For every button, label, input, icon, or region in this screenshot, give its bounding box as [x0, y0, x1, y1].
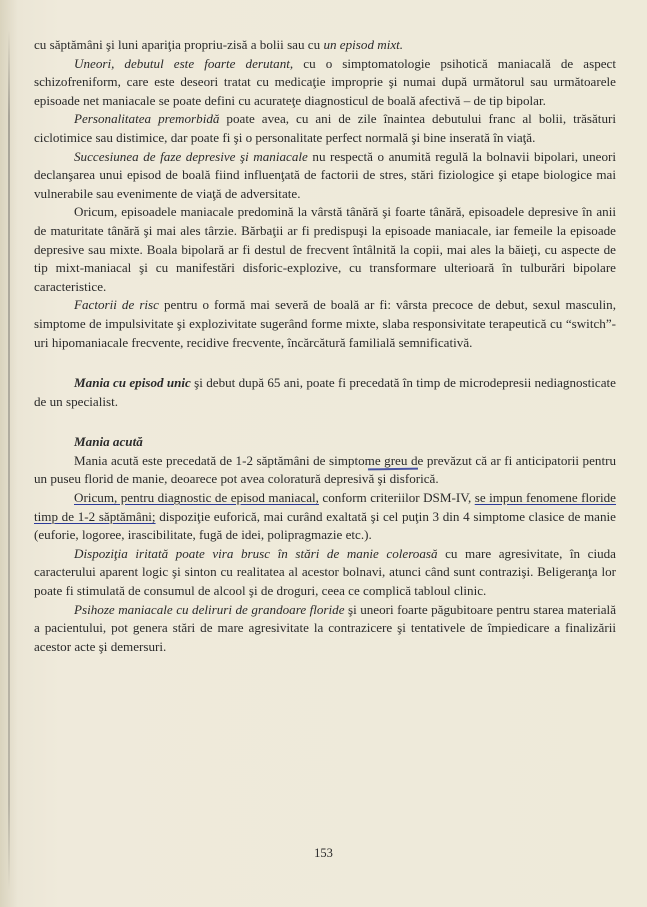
p9-text-1: conform criteriilor DSM-IV, — [318, 490, 475, 506]
binding-shadow — [8, 30, 10, 890]
paragraph-3 — [34, 110, 616, 147]
section-heading: Mania acută — [74, 434, 143, 450]
p1-italic: un episod mixt. — [323, 37, 404, 52]
p11-text: şi uneori foarte păgubitoare pentru starea materială a pacientului, pot genera stări de mare agresivitate la contrazicere şi tentativele de împiedicare a finalizării acestor acte şi demersuri. — [34, 601, 617, 654]
paragraph-10 — [34, 545, 616, 601]
p2-text: cu o simptomatologie psihotică maniacală de aspect schizofreniform, care este deseori tratat cu medicaţie improprie şi numai după următorul sau următoarele episoade net maniacale se poate defini cu acurateţe diagnosticul de boală afectivă – de tip bipolar. — [34, 55, 617, 108]
p7-bold: Mania cu episod unic — [74, 375, 191, 391]
p10-italic: Dispoziţia iritată poate vira brusc în stări de manie coleroasă — [74, 545, 438, 561]
p9-text-2: dispoziţie euforică, mai curând exaltată şi cel puţin 3 din 4 simptome clasice de manie (euforie, logoree, irascibilitate, fugă de idei, polipragmazie etc.). — [34, 508, 616, 543]
p10-text: cu mare agresivitate, în ciuda caracterului aparent logic şi sinton cu realitatea al acestor bolnavi, atunci când sunt contrazişi. Beligeranţa lor poate fi stimulată de consumul de alcool şi de droguri, ceea ce complică tabloul clinic. — [34, 545, 616, 599]
spacer — [34, 411, 616, 433]
paragraph-2 — [34, 55, 616, 111]
p2-italic: Uneori, debutul este foarte derutant, — [74, 55, 294, 71]
spacer — [34, 352, 616, 374]
paragraph-6 — [34, 296, 616, 352]
p9-underlined-1: Oricum, pentru diagnostic de episod maniacal, — [74, 490, 319, 506]
p6-text: pentru o formă mai severă de boală ar fi: vârsta precoce de debut, sexul masculin, simptome de impulsivitate şi explozivitate sugerând forme mixte, slaba responsivitate terapeutică cu “switch”-uri hipomaniacale frecvente, recidive frecvente, încărcătură familială semnificativă. — [34, 297, 617, 350]
page-number: 153 — [314, 846, 333, 860]
p9-underlined-2: se impun fenomene floride timp de 1-2 săptămâni; — [34, 490, 616, 524]
paragraph-4 — [34, 148, 616, 204]
paragraph-7 — [34, 374, 616, 411]
p6-italic: Factorii de risc — [74, 297, 159, 313]
p4-text: nu respectă o anumită regulă la bolnavii bipolari, uneori declanşarea unui episod de boală fiind influenţată de factorii de stres, stări fiziologice şi etape biologice mai vulnerabile sau evenimente de viaţă de adversitate. — [34, 148, 616, 201]
p3-italic: Personalitatea premorbidă — [74, 111, 220, 127]
paragraph-11 — [34, 601, 616, 657]
p7-text: şi debut după 65 ani, poate fi precedată în timp de microdepresii nediagnosticate de un specialist. — [34, 375, 616, 409]
body-text — [34, 36, 616, 656]
paragraph-5: Oricum, episoadele maniacale predomină la vârstă tânără şi foarte tânără, episoadele depresive în anii de maturitate tânără şi mai ales târzie. Bărbaţii ar fi predispuşi la episoade maniacale, iar femeile la episoade depresive sau mixte. Boala bipolară ar fi destul de frecvent întâlnită la copii, mai ales la băieţi, cu aspecte de tip mixt-maniacal şi cu manifestări disforic-explozive, cu transformare ulterioară în tulburări bipolare caracteristice. — [34, 204, 616, 294]
p11-italic: Psihoze maniacale cu deliruri de grandoare floride — [74, 601, 345, 617]
p1-text: cu săptămâni şi luni apariţia propriu-zisă a bolii sau cu — [34, 37, 324, 52]
p4-italic: Succesiunea de faze depresive şi maniacale — [74, 148, 308, 164]
paragraph-1 — [34, 36, 616, 55]
paragraph-9 — [34, 489, 616, 545]
p3-text: poate avea, cu ani de zile înaintea debutului franc al bolii, trăsături ciclotimice sau distimice, dar poate fi şi o personalitate perfect normală şi bine inserată în viaţă. — [34, 111, 616, 145]
paragraph-8: Mania acută este precedată de 1-2 săptămâni de simptome greu de prevăzut că ar fi anticipatorii pentru un puseu florid de manie, deoarece pot avea coloratură depresivă şi disforică. — [34, 452, 616, 487]
